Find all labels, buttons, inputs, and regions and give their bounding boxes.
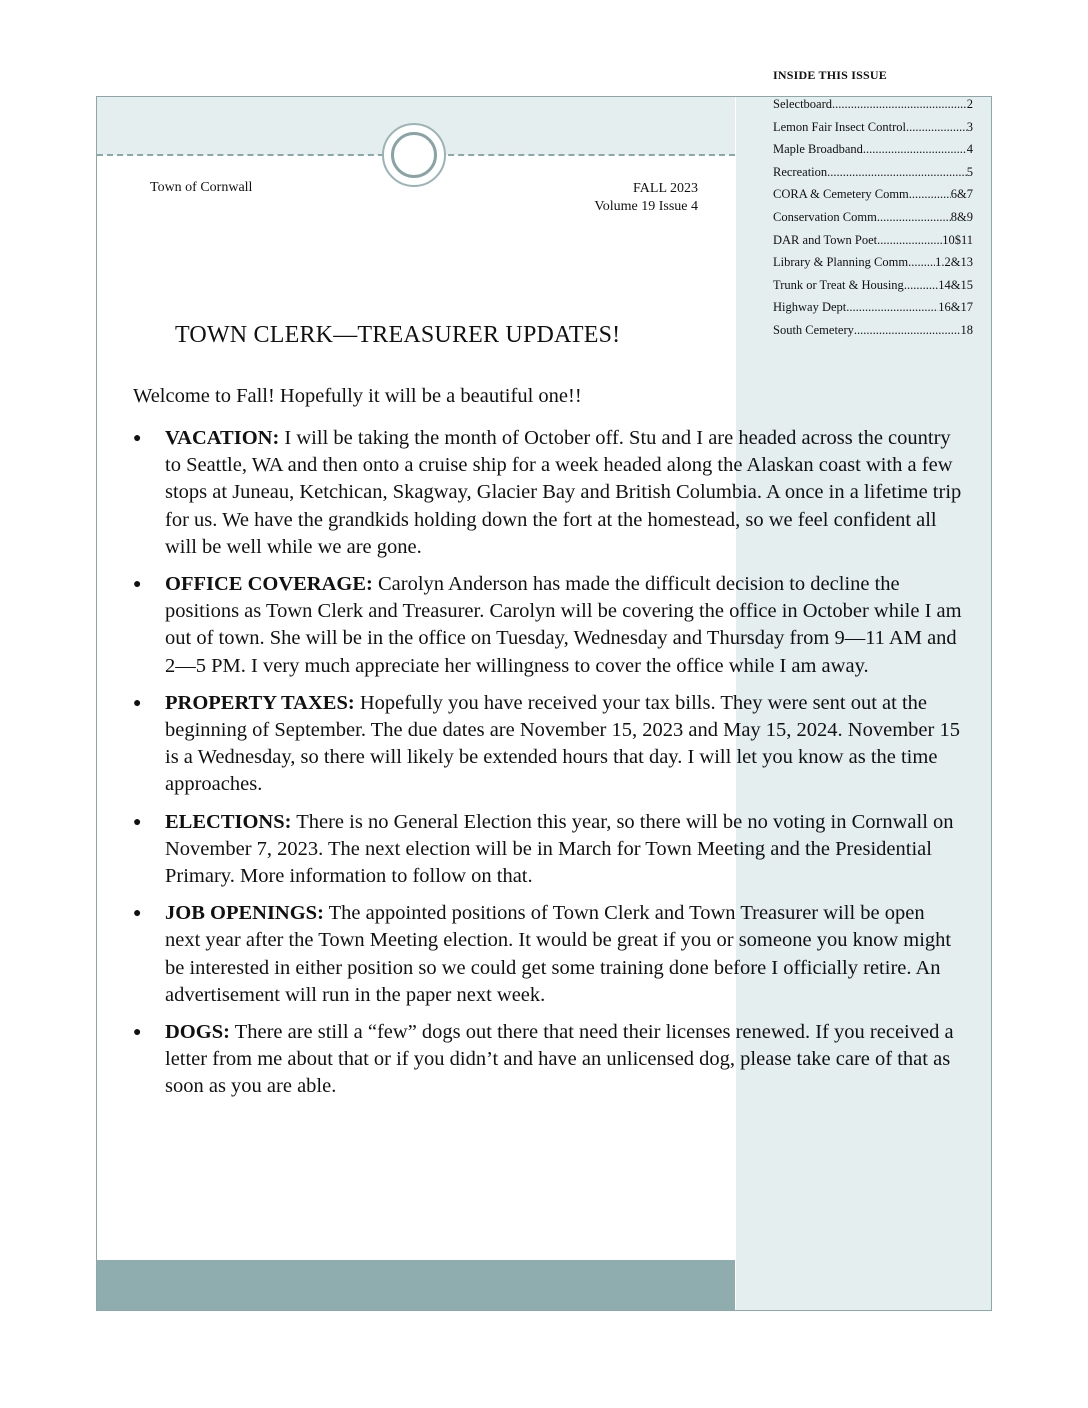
item-label: VACATION: xyxy=(165,427,280,449)
list-item xyxy=(133,809,963,891)
table-of-contents xyxy=(773,95,973,344)
volume-label: Volume 19 Issue 4 xyxy=(594,199,698,214)
article-headline: TOWN CLERK—TREASURER UPDATES! xyxy=(175,322,621,348)
town-name: Town of Cornwall xyxy=(150,180,253,195)
toc-item[interactable]: Conservation Comm ..... 8&9 xyxy=(773,208,973,231)
toc-item[interactable]: Highway Dept ..... 16&17 xyxy=(773,298,973,321)
bullet-icon: ● xyxy=(133,431,142,446)
item-label: ELECTIONS: xyxy=(165,810,292,833)
bullet-icon: ● xyxy=(133,1025,142,1041)
item-label: JOB OPENINGS: xyxy=(165,902,324,925)
bullet-icon: ● xyxy=(133,695,142,711)
item-text: The appointed positions of Town Clerk and Town Treasurer will be open next year after the Town Meeting election. It would be great if you or someone you know might be interested in either position so we could get some training done before I officially retire. An advertisement will run in the paper next week. xyxy=(165,902,952,1006)
bullet-icon: ● xyxy=(133,814,142,830)
toc-item[interactable]: Maple Broadband ..... 4 xyxy=(773,140,973,163)
item-text: Hopefully you have received your tax bills. They were sent out at the beginning of September. The due dates are November 15, 2023 and May 15, 2024. November 15 is a Wednesday, so there will likely be extended hours that day. I will let you know as the time approaches. xyxy=(165,691,960,796)
update-list xyxy=(133,425,963,1111)
item-label: DOGS: xyxy=(165,1021,230,1044)
bullet-icon: ● xyxy=(133,577,142,593)
toc-item[interactable]: Selectboard ..... 2 xyxy=(773,95,973,118)
item-text: I will be taking the month of October off. Stu and I are headed across the country to Seattle, WA and then onto a cruise ship for a week headed along the Alaskan coast with a few stops at Juneau, Ketchican, Skagway, Glacier Bay and British Columbia. A once in a lifetime trip for us. We have the grandkids holding down the fort at the homestead, so we feel confident all will be well while we are gone. xyxy=(165,427,962,558)
item-label: OFFICE COVERAGE: xyxy=(165,573,373,596)
toc-item[interactable]: Trunk or Treat & Housing ..... 14&15 xyxy=(773,276,973,299)
list-item xyxy=(133,690,963,799)
list-item xyxy=(133,1019,963,1101)
toc-item[interactable]: South Cemetery ..... 18 xyxy=(773,321,973,344)
toc-item[interactable]: Recreation ..... 5 xyxy=(773,163,973,186)
item-text: There is no General Election this year, so there will be no voting in Cornwall on November 7, 2023. The next election will be in March for Town Meeting and the Presidential Primary. More information to follow on that. xyxy=(165,810,954,888)
season-label: FALL 2023 xyxy=(633,181,698,196)
welcome-text: Welcome to Fall! Hopefully it will be a beautiful one!! xyxy=(133,385,582,407)
list-item xyxy=(133,425,963,561)
footer-band xyxy=(97,1260,735,1310)
list-item xyxy=(133,571,963,680)
issue-info xyxy=(594,180,698,216)
bullet-icon: ● xyxy=(133,906,142,922)
list-item xyxy=(133,900,963,1009)
item-text: Carolyn Anderson has made the difficult decision to decline the positions as Town Clerk and Treasurer. Carolyn will be covering the office in October while I am out of town. She will be in the office on Tuesday, Wednesday and Thursday from 9—11 AM and 2—5 PM. I very much appreciate her willingness to cover the office while I am away. xyxy=(165,573,962,677)
item-text: There are still a “few” dogs out there that need their licenses renewed. If you received a letter from me about that or if you didn’t and have an unlicensed dog, please take care of that as soon as you are able. xyxy=(165,1021,954,1098)
toc-item[interactable]: CORA & Cemetery Comm ..... 6&7 xyxy=(773,185,973,208)
inside-this-issue-title: INSIDE THIS ISSUE xyxy=(773,68,887,82)
toc-item[interactable]: Library & Planning Comm ..... 1.2&13 xyxy=(773,253,973,276)
circle-emblem-icon xyxy=(382,123,446,187)
toc-item[interactable]: DAR and Town Poet ..... 10$11 xyxy=(773,231,973,254)
toc-item[interactable]: Lemon Fair Insect Control ..... 3 xyxy=(773,118,973,141)
item-label: PROPERTY TAXES: xyxy=(165,691,355,714)
